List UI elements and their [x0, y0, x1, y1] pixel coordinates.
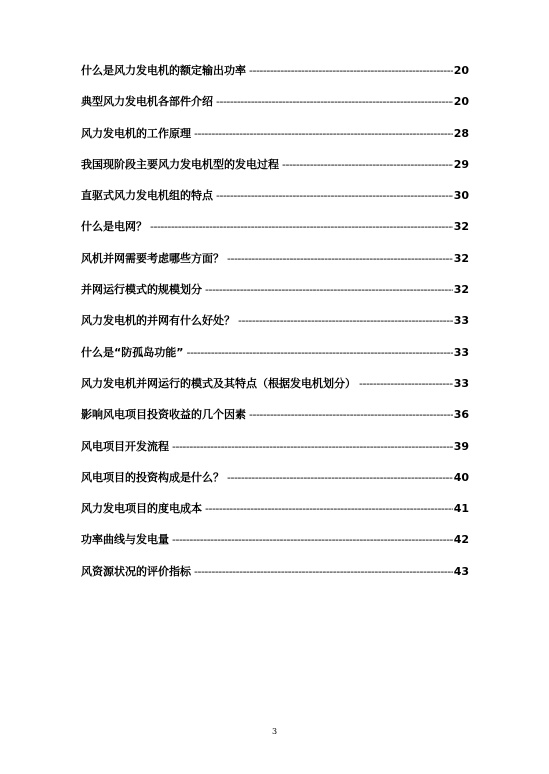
table-of-contents: [81, 64, 469, 596]
toc-leader-dots: [194, 127, 453, 141]
toc-entry[interactable]: [81, 95, 469, 126]
toc-leader-dots: [150, 220, 453, 234]
toc-entry-page: 43: [453, 564, 469, 578]
toc-entry[interactable]: [81, 440, 469, 471]
toc-entry-page: 33: [453, 376, 469, 390]
toc-leader-dots: [194, 565, 453, 579]
toc-entry-page: 41: [453, 502, 469, 516]
toc-entry[interactable]: [81, 189, 469, 220]
toc-leader-dots: [227, 252, 453, 266]
toc-entry-title: 并网运行模式的规模划分: [81, 283, 202, 297]
toc-leader-dots: [249, 64, 453, 78]
toc-entry[interactable]: [81, 471, 469, 502]
toc-entry-title: 风力发电机的并网有什么好处？: [81, 314, 235, 328]
page-number: 3: [271, 727, 278, 736]
toc-entry-page: 29: [453, 157, 469, 171]
toc-leader-dots: [205, 283, 453, 297]
toc-leader-dots: [216, 95, 453, 109]
toc-leader-dots: [216, 189, 453, 203]
toc-entry[interactable]: [81, 346, 469, 377]
toc-entry-title: 风电项目开发流程: [81, 439, 169, 453]
toc-leader-dots: [172, 440, 453, 454]
toc-leader-dots: [172, 533, 453, 547]
toc-entry-page: 20: [453, 64, 469, 77]
toc-entry-title: 风力发电机的工作原理: [81, 126, 191, 140]
toc-entry[interactable]: [81, 283, 469, 314]
toc-leader-dots: [359, 377, 453, 391]
toc-entry[interactable]: [81, 127, 469, 158]
toc-entry[interactable]: [81, 502, 469, 533]
toc-entry-page: 33: [453, 345, 469, 359]
toc-entry-title: 风力发电项目的度电成本: [81, 502, 202, 516]
toc-entry-page: 20: [453, 95, 469, 109]
toc-entry[interactable]: [81, 533, 469, 564]
toc-entry-page: 33: [453, 314, 469, 328]
toc-entry[interactable]: [81, 377, 469, 408]
toc-entry-page: 30: [453, 189, 469, 203]
toc-entry-title: 风资源状况的评价指标: [81, 564, 191, 578]
toc-entry-title: 影响风电项目投资收益的几个因素: [81, 408, 246, 422]
toc-entry[interactable]: [81, 64, 469, 95]
toc-leader-dots: [186, 346, 452, 360]
toc-entry-page: 36: [453, 408, 469, 422]
toc-entry-page: 28: [453, 126, 469, 140]
toc-entry-title: 风力发电机并网运行的模式及其特点（根据发电机划分）: [81, 376, 356, 390]
toc-entry[interactable]: [81, 220, 469, 251]
toc-entry-title: 什么是“防孤岛功能”: [81, 345, 184, 359]
toc-entry-page: 32: [453, 251, 469, 265]
toc-entry-title: 风电项目的投资构成是什么？: [81, 470, 224, 484]
toc-entry[interactable]: [81, 252, 469, 283]
toc-entry-title: 直驱式风力发电机组的特点: [81, 189, 213, 203]
toc-entry-page: 32: [453, 283, 469, 297]
toc-entry-title: 什么是风力发电机的额定输出功率: [81, 64, 246, 77]
toc-leader-dots: [205, 502, 453, 516]
toc-entry-page: 39: [453, 439, 469, 453]
toc-entry-title: 功率曲线与发电量: [81, 533, 169, 547]
toc-entry-title: 我国现阶段主要风力发电机型的发电过程: [81, 157, 279, 171]
toc-entry-title: 典型风力发电机各部件介绍: [81, 95, 213, 109]
toc-entry-title: 风机并网需要考虑哪些方面？: [81, 251, 224, 265]
toc-entry-page: 32: [453, 220, 469, 234]
toc-leader-dots: [227, 471, 453, 485]
toc-entry-page: 42: [453, 533, 469, 547]
toc-leader-dots: [238, 314, 453, 328]
toc-entry[interactable]: [81, 158, 469, 189]
toc-entry[interactable]: [81, 565, 469, 596]
toc-entry[interactable]: [81, 408, 469, 439]
toc-entry-page: 40: [453, 470, 469, 484]
toc-entry-title: 什么是电网？: [81, 220, 147, 234]
toc-entry[interactable]: [81, 314, 469, 345]
toc-leader-dots: [249, 408, 453, 422]
toc-leader-dots: [282, 158, 453, 172]
